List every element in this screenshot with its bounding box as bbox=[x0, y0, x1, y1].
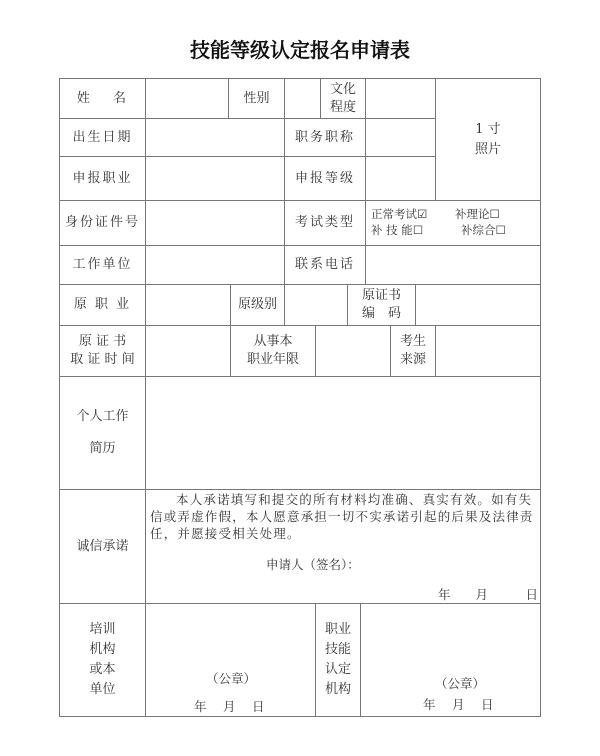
work-resume-field[interactable] bbox=[145, 376, 541, 490]
label-work-resume: 个人工作 简历 bbox=[59, 376, 146, 490]
label-workplace: 工作单位 bbox=[59, 245, 146, 285]
pledge-text: 本人承诺填写和提交的所有材料均准确、真实有效。如有失信或弄虚作假，本人愿意承担一切不实承诺引起的后果及法律责任，并愿接受相关处理。 bbox=[150, 492, 534, 541]
photo-box[interactable]: 1 寸 照片 bbox=[435, 78, 541, 201]
job-title-field[interactable] bbox=[365, 118, 436, 157]
label-phone: 联系电话 bbox=[284, 245, 366, 285]
exam-option-skill[interactable] bbox=[371, 223, 423, 238]
certification-org-date: 年 月 日 bbox=[423, 697, 494, 712]
gender-field[interactable] bbox=[284, 78, 321, 119]
option-label: 补综合 bbox=[461, 223, 496, 237]
birth-date-field[interactable] bbox=[145, 118, 285, 157]
training-org-date: 年 月 日 bbox=[194, 699, 265, 714]
label-certification-org: 职业 技能 认定 机构 bbox=[315, 603, 361, 717]
exam-option-theory[interactable] bbox=[455, 207, 500, 222]
name-field[interactable] bbox=[145, 78, 229, 119]
apply-level-field[interactable] bbox=[365, 156, 436, 201]
workplace-field[interactable] bbox=[145, 245, 285, 285]
applicant-signature-label: 申请人（签名）： bbox=[266, 557, 360, 572]
option-label: 补 技 能 bbox=[371, 223, 413, 237]
pledge-date: 年 月 日 bbox=[438, 587, 539, 602]
certification-org-seal: （公章） bbox=[435, 676, 486, 691]
label-original-cert-number: 原证书 编 码 bbox=[347, 284, 416, 326]
original-cert-number-field[interactable] bbox=[415, 284, 541, 326]
label-exam-type: 考试类型 bbox=[284, 200, 366, 246]
label-integrity-pledge: 诚信承诺 bbox=[59, 489, 146, 604]
phone-field[interactable] bbox=[365, 245, 541, 285]
years-in-job-field[interactable] bbox=[315, 325, 391, 377]
education-field[interactable] bbox=[365, 78, 436, 119]
label-original-job: 原 职 业 bbox=[59, 284, 146, 326]
form-title: 技能等级认定报名申请表 bbox=[190, 38, 410, 62]
label-years-in-job: 从事本 职业年限 bbox=[230, 325, 316, 377]
label-apply-level: 申报等级 bbox=[284, 156, 366, 201]
label-original-level: 原级别 bbox=[230, 284, 285, 326]
original-job-field[interactable] bbox=[145, 284, 231, 326]
checkbox-icon[interactable]: ☐ bbox=[495, 223, 506, 237]
checkbox-icon[interactable]: ☐ bbox=[489, 207, 500, 221]
exam-option-comprehensive[interactable] bbox=[461, 223, 506, 238]
label-job-title: 职务职称 bbox=[284, 118, 366, 157]
exam-option-normal[interactable] bbox=[371, 207, 427, 222]
label-gender: 性别 bbox=[228, 78, 285, 119]
label-name: 姓 名 bbox=[59, 78, 146, 119]
label-candidate-source: 考生 来源 bbox=[390, 325, 436, 377]
label-apply-job: 申报职业 bbox=[59, 156, 146, 201]
label-id-number: 身份证件号 bbox=[59, 200, 146, 246]
original-cert-date-field[interactable] bbox=[145, 325, 231, 377]
option-label: 补理论 bbox=[455, 207, 490, 221]
candidate-source-field[interactable] bbox=[435, 325, 541, 377]
checkbox-icon[interactable]: ☐ bbox=[412, 223, 424, 237]
id-number-field[interactable] bbox=[145, 200, 285, 246]
label-birth-date: 出生日期 bbox=[59, 118, 146, 157]
original-level-field[interactable] bbox=[284, 284, 348, 326]
option-label: 正常考试 bbox=[371, 207, 417, 221]
training-org-seal: （公章） bbox=[206, 671, 257, 686]
label-education: 文化 程度 bbox=[320, 78, 366, 119]
label-training-org: 培训 机构 或本 单位 bbox=[59, 603, 146, 717]
label-original-cert-date: 原 证 书 取 证 时 间 bbox=[59, 325, 146, 377]
apply-job-field[interactable] bbox=[145, 156, 285, 201]
checkbox-checked-icon[interactable]: ☑ bbox=[417, 207, 428, 221]
